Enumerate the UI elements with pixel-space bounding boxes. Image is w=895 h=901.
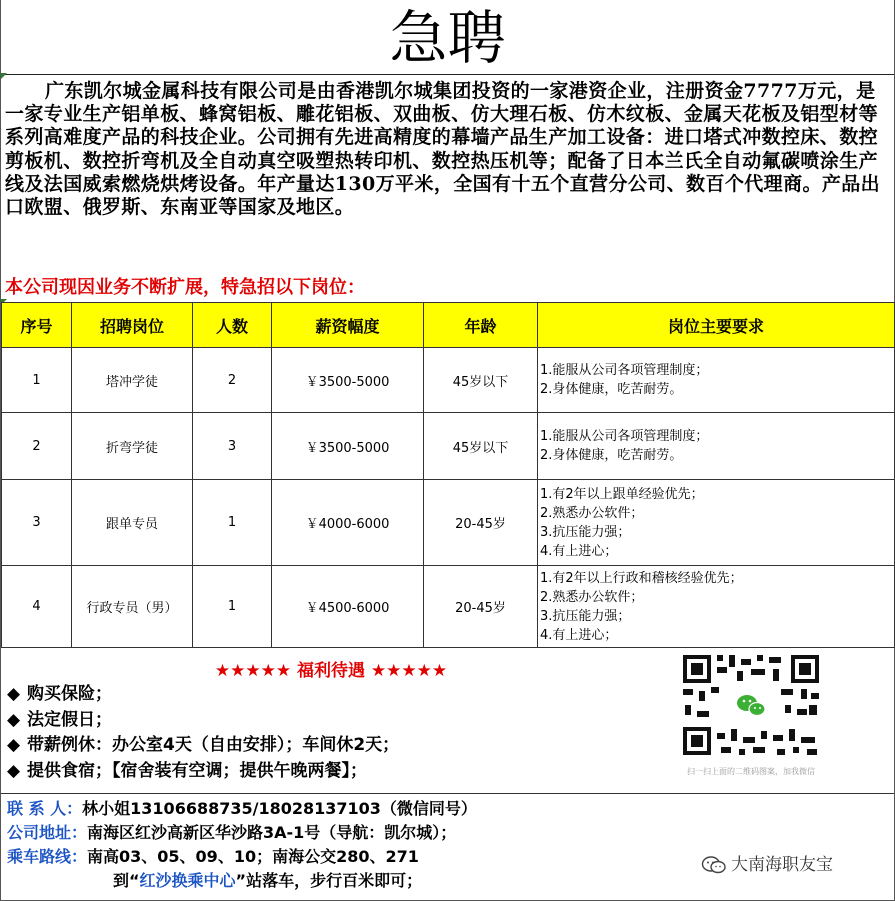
requirement-line: 1.有2年以上行政和稽核经验优先； [540, 570, 743, 586]
list-item [7, 733, 399, 759]
requirement-line: 3.抗压能力强； [540, 524, 631, 540]
list-item [7, 708, 399, 734]
table-row [2, 348, 895, 413]
address-line [7, 821, 887, 845]
cell-position: 跟单专员 [72, 480, 193, 566]
header-age: 年龄 [424, 303, 538, 348]
header-requirements: 岗位主要要求 [538, 303, 895, 348]
cell-requirements [538, 566, 895, 648]
contact-person-line [7, 797, 887, 821]
requirement-line: 1.能服从公司各项管理制度； [540, 429, 709, 444]
requirement-line: 2.身体健康，吃苦耐劳。 [540, 448, 683, 463]
requirement-line: 4.有上进心； [540, 627, 618, 643]
requirement-line: 1.有2年以上跟单经验优先； [540, 486, 704, 502]
contact-section [7, 797, 887, 893]
cell-salary: ￥3500-5000 [272, 413, 424, 480]
corner-marker [1, 73, 7, 79]
cell-salary: ￥4500-6000 [272, 566, 424, 648]
requirement-line: 2.熟悉办公软件； [540, 589, 644, 605]
cell-salary: ￥4000-6000 [272, 480, 424, 566]
cell-requirements [538, 480, 895, 566]
cell-salary: ￥3500-5000 [272, 348, 424, 413]
cell-count: 1 [193, 566, 272, 648]
hiring-subhead: 本公司现因业务不断扩展，特急招以下岗位： [5, 277, 365, 298]
benefit-text: 购买保险； [27, 684, 112, 704]
route-stop: 红沙换乘中心 [139, 871, 236, 890]
cell-requirements [538, 413, 895, 480]
wechat-logo-icon [701, 855, 727, 875]
diamond-bullet-icon: ◆ [7, 760, 21, 781]
contact-person-value: 林小姐13106688735/18028137103（微信同号） [82, 799, 477, 818]
route-pre: 到“ [113, 871, 140, 890]
contact-person-label: 联 系 人： [7, 799, 83, 818]
benefit-text: 带薪例休：办公室4天（自由安排）；车间休2天； [27, 735, 400, 756]
benefit-text: 法定假日； [27, 709, 112, 730]
cell-age: 45岁以下 [424, 413, 538, 480]
requirement-line: 2.熟悉办公软件； [540, 505, 644, 521]
watermark-text: 大南海职友宝 [731, 855, 833, 875]
header-no: 序号 [2, 303, 72, 348]
route-post: ”站落车，步行百米即可； [235, 871, 423, 890]
route-label: 乘车路线： [7, 847, 88, 866]
route-value: 南高03、05、09、10；南海公交280、271 [87, 847, 419, 866]
cell-position: 折弯学徒 [72, 413, 193, 480]
cell-requirements [538, 348, 895, 413]
address-value: 南海区红沙高新区华沙路3A-1号（导航：凯尔城）； [87, 823, 457, 842]
diamond-bullet-icon: ◆ [7, 709, 21, 730]
table-header-row [2, 303, 895, 348]
header-count: 人数 [193, 303, 272, 348]
cell-position: 行政专员（男） [72, 566, 193, 648]
requirement-line: 2.身体健康，吃苦耐劳。 [540, 382, 683, 397]
qr-caption: 扫一扫上面的二维码图案，加我微信 [687, 767, 815, 776]
requirement-line: 3.抗压能力强； [540, 608, 631, 624]
watermark [701, 850, 833, 875]
cell-count: 1 [193, 480, 272, 566]
benefits-section [1, 648, 894, 794]
address-label: 公司地址： [7, 823, 88, 842]
jobs-table [1, 302, 895, 648]
list-item [7, 682, 399, 708]
table-row [2, 413, 895, 480]
cell-no: 2 [2, 413, 72, 480]
diamond-bullet-icon: ◆ [7, 684, 21, 704]
cell-count: 3 [193, 413, 272, 480]
headline: 急聘 [1, 0, 894, 75]
header-position: 招聘岗位 [72, 303, 193, 348]
benefit-text: 提供食宿；【宿舍装有空调；提供午晚两餐】； [27, 760, 367, 781]
cell-position: 塔冲学徒 [72, 348, 193, 413]
table-row [2, 480, 895, 566]
list-item [7, 759, 399, 785]
cell-no: 3 [2, 480, 72, 566]
cell-age: 20-45岁 [424, 566, 538, 648]
wechat-qr-code-icon[interactable] [681, 653, 821, 757]
company-intro: 广东凯尔城金属科技有限公司是由香港凯尔城集团投资的一家港资企业，注册资金7777万元，是一家专业生产铝单板、蜂窝铝板、雕花铝板、双曲板、仿大理石板、仿木纹板、金属天花板及铝型材等系列高难度产品的科技企业。公司拥有先进高精度的幕墙产品生产加工设备：进口塔式冲数控床、数控剪板机、数控折弯机及全自动真空吸塑热转印机、数控热压机等；配备了日本兰氏全自动氟碳喷涂生产线及法国威索燃烧烘烤设备。年产量达130万平米，全国有十五个直营分公司、数百个代理商。产品出口欧盟、俄罗斯、东南亚等国家及地区。 [5, 80, 881, 219]
requirement-line: 4.有上进心； [540, 543, 618, 559]
requirement-line: 1.能服从公司各项管理制度； [540, 363, 709, 378]
header-salary: 薪资幅度 [272, 303, 424, 348]
benefits-list [7, 682, 399, 784]
cell-count: 2 [193, 348, 272, 413]
cell-no: 4 [2, 566, 72, 648]
cell-age: 45岁以下 [424, 348, 538, 413]
benefits-title: ★★★★★ 福利待遇 ★★★★★ [214, 661, 448, 681]
diamond-bullet-icon: ◆ [7, 735, 21, 756]
table-row [2, 566, 895, 648]
cell-no: 1 [2, 348, 72, 413]
cell-age: 20-45岁 [424, 480, 538, 566]
